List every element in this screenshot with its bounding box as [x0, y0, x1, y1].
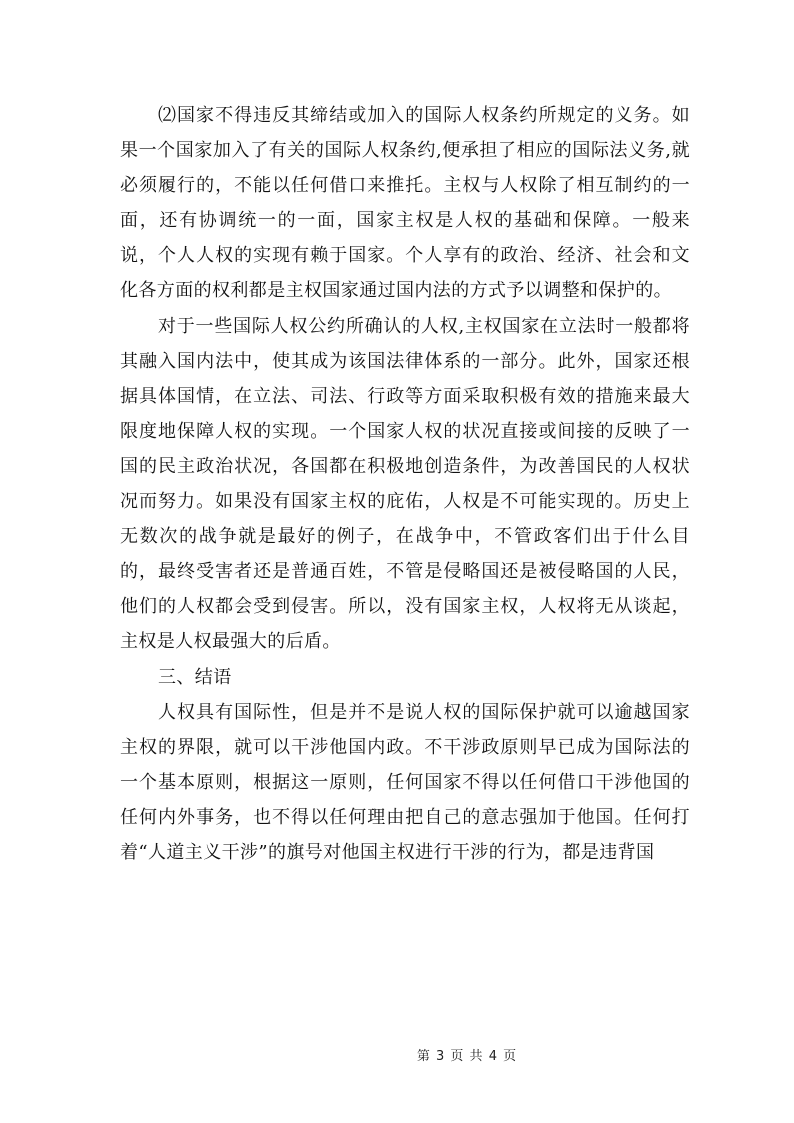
section-heading-conclusion: 三、结语 — [158, 666, 232, 688]
paragraph-state-obligations: ⑵国家不得违反其缔结或加入的国际人权条约所规定的义务。如果一个国家加入了有关的国际人权条约,便承担了相应的国际法义务,就必须履行的，不能以任何借口来推托。主权与人权除了相互制约的一面，还有协调统一的一面，国家主权是人权的基础和保障。一般来说，个人人权的实现有赖于国家。个人享有的政治、经济、社会和文化各方面的权利都是主权国家通过国内法的方式予以调整和保护的。 — [120, 105, 690, 302]
page-number-label: 第 3 页 共 4 页 — [416, 1049, 518, 1064]
document-body — [120, 98, 690, 870]
page-footer — [0, 1045, 794, 1064]
paragraph-conclusion: 人权具有国际性，但是并不是说人权的国际保护就可以逾越国家主权的界限，就可以干涉他国内政。不干涉政原则早已成为国际法的一个基本原则，根据这一原则，任何国家不得以任何借口干涉他国的任何内外事务，也不得以任何理由把自己的意志强加于他国。任何打着“人道主义干涉”的旗号对他国主权进行干涉的行为，都是违背国 — [120, 701, 690, 863]
paragraph-domestic-law: 对于一些国际人权公约所确认的人权,主权国家在立法时一般都将其融入国内法中，使其成为该国法律体系的一部分。此外，国家还根据具体国情，在立法、司法、行政等方面采取积极有效的措施来最大限度地保障人权的实现。一个国家人权的状况直接或间接的反映了一国的民主政治状况，各国都在积极地创造条件，为改善国民的人权状况而努力。如果没有国家主权的庇佑，人权是不可能实现的。历史上无数次的战争就是最好的例子，在战争中，不管政客们出于什么目的，最终受害者还是普通百姓，不管是侵略国还是被侵略国的人民，他们的人权都会受到侵害。所以，没有国家主权，人权将无从谈起，主权是人权最强大的后盾。 — [120, 315, 690, 653]
